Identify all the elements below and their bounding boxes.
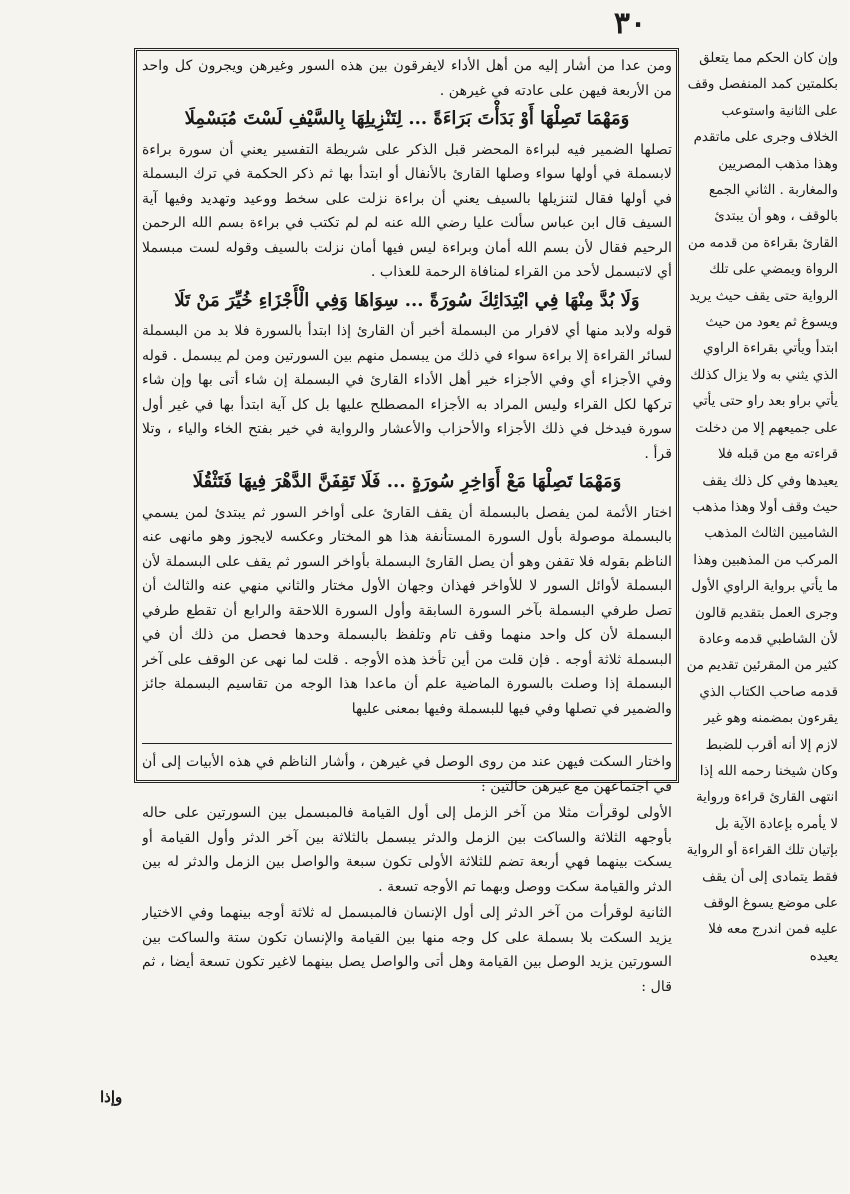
paragraph: قوله ولابد منها أي لافرار من البسملة أخبر أن القارئ إذا ابتدأ بالسورة فلا بد من البسملة لسائر القراءة إلا براءة سواء في ذلك من يبسمل منهم بين السورتين ومن لم يبسمل . قوله وفي الأجزاء أي وفي الأجزاء خير أهل الأداء القارئ في البسملة إن شاء أتى بها وإن شاء تركها لكل القراء وليس المراد به الأجزاء المصطلح عليها بل كل آية ابتدأ بها في غير أول سورة فيدخل في ذلك الأجزاء والأحزاب والأعشار والرواية في خير بفتح الخاء والياء ، وتلا قرأ . [142, 323, 672, 462]
margin-commentary: وإن كان الحكم مما يتعلق بكلمتين كمد المنفصل وقف على الثانية واستوعب الخلاف وجرى على ماتقدم وهذا مذهب المصريين والمغاربة . الثاني الجمع بالوقف ، وهو أن يبتدئ القارئ بقراءة من قدمه من الرواة ويمضي على تلك الرواية حتى يقف حيث يريد ويسوغ ثم يعود من حيث ابتدأ ويأتي بقراءة الراوي الذي يثني به ولا يزال كذلك يأتي براو بعد راو حتى يأتي على جميعهم إلا من دخلت قراءته مع من قبله فلا يعيدها وفي كل ذلك يقف حيث وقف أولا وهذا مذهب الشاميين الثالث المذهب المركب من المذهبين وهذا ما يأتي برواية الراوي الأول وجرى العمل بتقديم قالون لأن الشاطبي قدمه وعادة كثير من المقرئين تقديم من قدمه صاحب الكتاب الذي يقرءون بمضمنه وهو غير لازم إلا أنه أقرب للضبط وكان شيخنا رحمه الله إذا انتهى القارئ قراءة ورواية لا يأمره بإعادة الآية بل بإتيان تلك القراءة أو الرواية فقط يتمادى إلى أن يقف على موضع يسوغ الوقف عليه فمن اندرج معه فلا يعيده [686, 51, 838, 964]
paragraph: الثانية لوقرأت من آخر الدثر إلى أول الإنسان فالمبسمل له ثلاثة أوجه بينهما وفي الاختيار يزيد السكت بلا بسملة على كل وجه منها بين القيامة والإنسان تكون ستة والساكت بين السورتين يزيد الوصل بين القيامة وهل أتى والواصل يصل بينهما لاغير تكون تسعة أيضا ، ثم قال : [142, 905, 672, 995]
paragraph: اختار الأئمة لمن يفصل بالبسملة أن يقف القارئ على أواخر السور ثم يبتدئ لمن يسمي بالبسملة موصولة بأول السورة المستأنفة هذا هو المختار وعكسه لايجوز وهو مانهى عنه الناظم بقوله فلا تقفن وهو أن يصل القارئ البسملة بأواخر السور ثم يقف على البسملة لأن البسملة لأوائل السور لا للأواخر فهذان وجهان الأول مختار والثاني منهي عنه والثالث أن تصل طرفي البسملة بآخر السورة السابقة وأول السورة اللاحقة والرابع أن تقطع طرفي البسملة لأن كل واحد منهما وقف تام وتلفظ بالبسملة وحدها فحصل من ذلك أن في البسملة ثلاثة أوجه . فإن قلت من أين تأخذ هذه الأوجه . قلت لما نهى عن الوقف على آخر البسملة إذا وصلت بالسورة الماضية علم أن ماعدا هذا الوجه من تقاسيم البسملة جائز والضمير في تصلها وفي فيها للبسملة وفيها بمعنى عليها [142, 504, 672, 717]
verse-line: وَمَهْمَا تَصِلْهَا مَعْ أَوَاخِرِ سُورَةٍ ... فَلَا تَقِفَنَّ الدَّهْرَ فِيهَا فَتَثْقُلَا [192, 471, 622, 492]
paragraph: واختار السكت فيهن عند من روى الوصل في غيرهن ، وأشار الناظم في هذه الأبيات إلى أن في اجتماعهن مع غيرهن حالتين : [142, 754, 672, 795]
catchword: وإذا [100, 1088, 123, 1106]
paragraph: تصلها الضمير فيه لبراءة المحضر قبل الذكر على شريطة التفسير يعني أن سورة براءة لابسملة في أولها سواء وصلها القارئ بالأنفال أو ابتدأ بها ثم ذكر الحكمة في ترك البسملة في أولها فقال لتنزيلها بالسيف يعني أن براءة نزلت على سخط ووعيد وتهديد وفيها آية السيف قال ابن عباس سألت عليا رضي الله عنه لم لم تكتب في براءة بسم الله الرحمن الرحيم فقال لأن بسم الله أمان وبراءة ليس فيها أمان نزلت بالسيف وقوله لست مبسملا أي لاتبسمل لأحد من القراء لمنافاة الرحمة للعذاب . [142, 141, 672, 280]
verse-line: وَمَهْمَا تَصِلْهَا أَوْ بَدَأْتَ بَرَاءَةً ... لِتَنْزِيلِهَا بِالسَّيْفِ لَسْتَ مُبَسْمِلَا [184, 108, 630, 129]
main-text-block [142, 54, 672, 1084]
verse-line: وَلَا بُدَّ مِنْهَا فِي ابْتِدَائِكَ سُورَةً ... سِوَاهَا وَفِي الْأَجْزَاءِ خُيِّرَ مَنْ تَلَا [174, 289, 640, 311]
paragraph: الأولى لوقرأت مثلا من آخر الزمل إلى أول القيامة فالمبسمل بين السورتين على حاله بأوجهه الثلاثة والساكت بين الزمل والدثر يبسمل بالثلاثة بين آخر الدثر وأول القيامة أو يسكت بينهما فهي أربعة تضم للثلاثة الأولى تكون سبعة والواصل بين الزمل والدثر له بين الدثر والقيامة سكت ووصل وبهما تم الأوجه تسعة . [142, 805, 672, 895]
paragraph: ومن عدا من أشار إليه من أهل الأداء لايفرقون بين هذه السور وغيرهن ويجرون كل واحد من الأربعة فيهن على عادته في غيرهن . [142, 58, 672, 99]
section-divider [142, 743, 672, 744]
page-number: ٣٠ [613, 6, 647, 41]
